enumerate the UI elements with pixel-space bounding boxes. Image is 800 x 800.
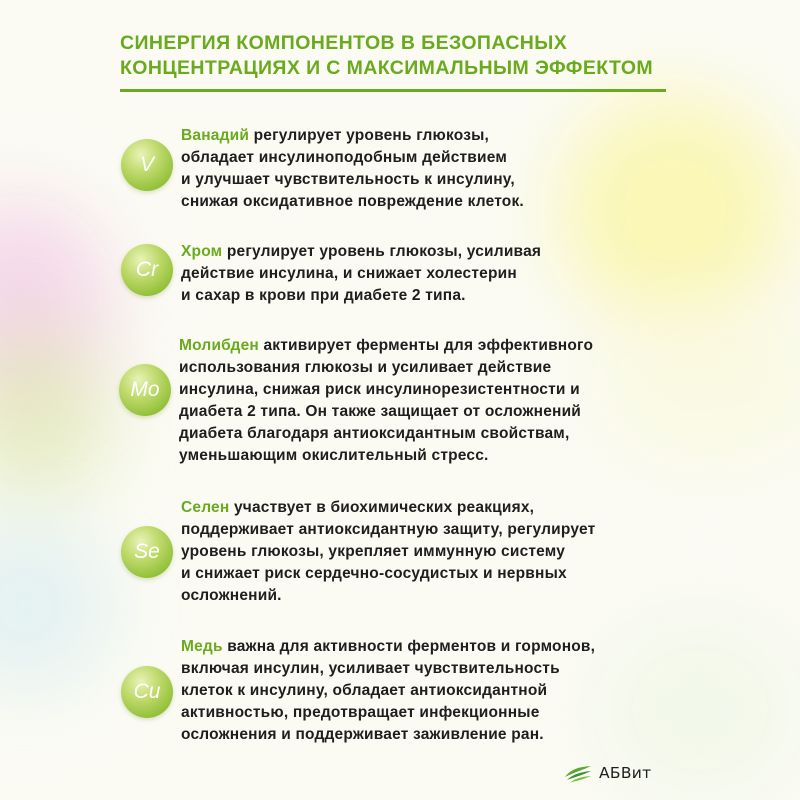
description-line: инсулина, снижая риск инсулинорезистентности и bbox=[179, 381, 580, 398]
description-line: действие инсулина, и снижает холестерин bbox=[181, 265, 517, 282]
title-underline bbox=[120, 89, 666, 92]
leaf-wave-logo-icon bbox=[563, 763, 593, 783]
background-glow bbox=[0, 520, 110, 690]
description-line: и сахар в крови при диабете 2 типа. bbox=[181, 287, 466, 304]
description-line: Ванадий регулирует уровень глюкозы, bbox=[181, 127, 490, 144]
page-title-line-2: КОНЦЕНТРАЦИЯХ И С МАКСИМАЛЬНЫМ ЭФФЕКТОМ bbox=[120, 57, 654, 79]
molybdenum-symbol-badge: Mo bbox=[119, 364, 171, 416]
element-name: Хром bbox=[181, 243, 223, 260]
molybdenum-description bbox=[179, 335, 593, 467]
brand-name: АБВит bbox=[599, 764, 652, 782]
vanadium-symbol-badge: V bbox=[121, 139, 173, 191]
copper-symbol-badge: Cu bbox=[121, 666, 173, 718]
description-line: уменьшающим окислительный стресс. bbox=[179, 447, 489, 464]
background-glow bbox=[560, 95, 790, 325]
description-line: осложнений. bbox=[181, 587, 282, 604]
description-line: осложнения и поддерживает заживление ран. bbox=[181, 726, 544, 743]
element-name: Селен bbox=[181, 499, 230, 516]
page-title-line-1: СИНЕРГИЯ КОМПОНЕНТОВ В БЕЗОПАСНЫХ bbox=[120, 32, 568, 54]
description-line: Медь важна для активности ферментов и гормонов, bbox=[181, 638, 596, 655]
description-line: поддерживает антиоксидантную защиту, регулирует bbox=[181, 521, 596, 538]
chromium-symbol-badge: Cr bbox=[121, 244, 173, 296]
vanadium-description bbox=[181, 125, 524, 213]
element-name: Ванадий bbox=[181, 127, 250, 144]
copper-description bbox=[181, 636, 595, 746]
description-line: клеток к инсулину, обладает антиоксидантной bbox=[181, 682, 548, 699]
description-line: использования глюкозы и усиливает действие bbox=[179, 359, 552, 376]
chromium-description bbox=[181, 241, 541, 307]
description-line: диабета 2 типа. Он также защищает от осложнений bbox=[179, 403, 582, 420]
description-line: снижая оксидативное повреждение клеток. bbox=[181, 193, 524, 210]
brand-logo bbox=[563, 760, 651, 786]
description-line: активностью, предотвращает инфекционные bbox=[181, 704, 540, 721]
description-line: Селен участвует в биохимических реакциях, bbox=[181, 499, 535, 516]
element-name: Молибден bbox=[179, 337, 259, 354]
selenium-symbol-badge: Se bbox=[121, 526, 173, 578]
description-line: Молибден активирует ферменты для эффективного bbox=[179, 337, 594, 354]
selenium-description bbox=[181, 497, 595, 607]
element-name: Медь bbox=[181, 638, 223, 655]
description-line: обладает инсулиноподобным действием bbox=[181, 149, 508, 166]
description-line: уровень глюкозы, укрепляет иммунную систему bbox=[181, 543, 566, 560]
description-line: и снижает риск сердечно-сосудистых и нервных bbox=[181, 565, 567, 582]
description-line: и улучшает чувствительность к инсулину, bbox=[181, 171, 515, 188]
description-line: включая инсулин, усиливает чувствительность bbox=[181, 660, 560, 677]
page-title bbox=[120, 31, 760, 81]
description-line: Хром регулирует уровень глюкозы, усиливая bbox=[181, 243, 542, 260]
background-glow bbox=[600, 300, 800, 460]
description-line: диабета благодаря антиоксидантным свойствам, bbox=[179, 425, 570, 442]
